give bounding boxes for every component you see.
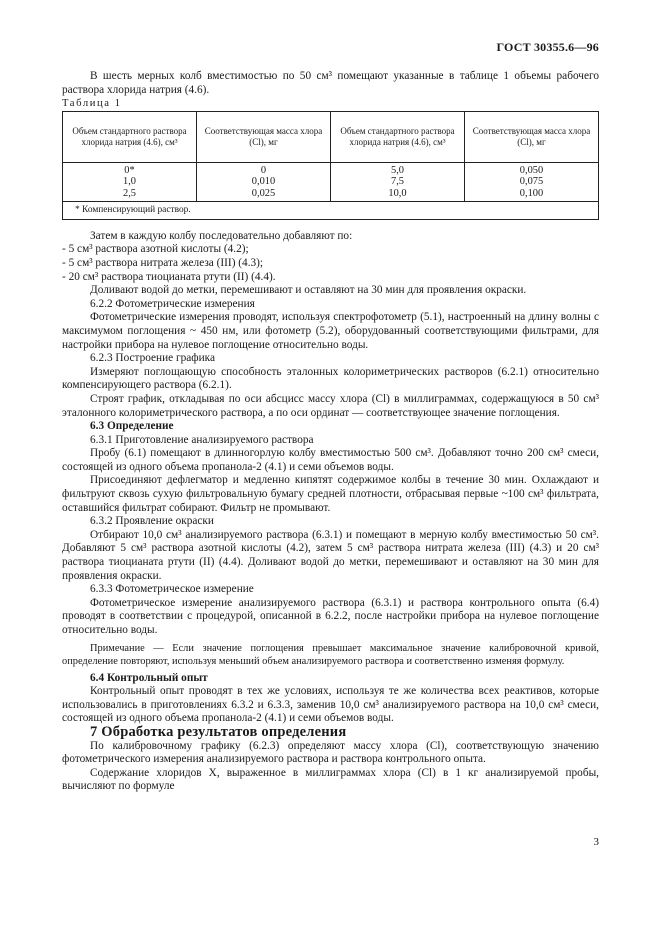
- subsection-heading: 6.2.2 Фотометрические измерения: [90, 297, 255, 310]
- chapter-title: 7 Обработка результатов определения: [90, 723, 347, 740]
- table-header-cell: Соответствующая масса хлора (Cl), мг: [465, 111, 599, 162]
- paragraph: Фотометрическое измерение анализируемого раствора (6.3.1) и раствора контрольного опыта (6.4) проводят в соответствии с процедурой, описанной в 6.2.2, после настройки прибора на нулевое поглощение относительно воды.: [62, 596, 599, 637]
- table-cell: 0,050 0,075 0,100: [465, 162, 599, 201]
- paragraph: Содержание хлоридов X, выраженное в миллиграммах хлора (Cl) в 1 кг анализируемой пробы, вычисляют по формуле: [62, 766, 599, 793]
- list-item: - 20 см³ раствора тиоцианата ртути (II) (4.4).: [62, 270, 276, 283]
- subsection-heading: 6.3.3 Фотометрическое измерение: [90, 583, 254, 596]
- paragraph: Отбирают 10,0 см³ анализируемого раствора (6.3.1) и помещают в мерную колбу вместимостью 50 см³. Добавляют 5 см³ раствора азотной кислоты (4.2), затем 5 см³ раствора нитрата железа (III) (4.3) и 20 см³ раствора тиоцианата ртути (II) (4.4). Доливают водой до метки, перемешивают и оставляют на 30 мин для проявления окраски.: [62, 528, 599, 582]
- paragraph: Затем в каждую колбу последовательно добавляют по:: [90, 229, 353, 242]
- paragraph: Доливают водой до метки, перемешивают и оставляют на 30 мин для проявления окраски.: [90, 284, 527, 297]
- page-number: 3: [593, 836, 599, 848]
- paragraph: Строят график, откладывая по оси абсцисс массу хлора (Cl) в миллиграммах, содержащуюся в 50 см³ эталонного колориметрического раствора, а по оси ординат — соответствующее значение поглощения.: [62, 392, 599, 419]
- page-content: [62, 70, 599, 794]
- table-row: [63, 162, 599, 201]
- table-footnote-row: [63, 202, 599, 220]
- paragraph: Измеряют поглощающую способность эталонных колориметрических растворов (6.2.1) относительно компенсирующего раствора (6.2.1).: [62, 365, 599, 392]
- list-item: - 5 см³ раствора нитрата железа (III) (4.3);: [62, 256, 264, 269]
- paragraph: По калибровочному графику (6.2.3) определяют массу хлора (Cl), соответствующую значению фотометрического измерения анализируемого раствора и раствора контрольного опыта.: [62, 739, 599, 766]
- paragraph: Пробу (6.1) помещают в длинногорлую колбу вместимостью 500 см³. Добавляют точно 200 см³ смеси, состоящей из одного объема пропанола-2 (4.1) и семи объемов воды.: [62, 447, 599, 473]
- section-heading: 6.3 Определение: [90, 420, 174, 433]
- paragraph: Контрольный опыт проводят в тех же условиях, используя те же количества всех реактивов, которые использовались в приготовлениях 6.3.2 и 6.3.3, заменив 10,0 см³ анализируемого раствора на 10,0 см³ смеси, состоящей из одного объема пропанола-2 (4.1) и семи объемов воды.: [62, 685, 599, 725]
- table-header-cell: Объем стандартного раствора хлорида натрия (4.6), см³: [331, 111, 465, 162]
- table-caption: Таблица 1: [62, 98, 122, 110]
- intro-paragraph: В шесть мерных колб вместимостью по 50 см³ помещают указанные в таблице 1 объемы рабочего раствора хлорида натрия (4.6).: [62, 70, 599, 96]
- calibration-table: [62, 111, 599, 220]
- table-cell: 5,0 7,5 10,0: [331, 162, 465, 201]
- subsection-heading: 6.3.1 Приготовление анализируемого раствора: [90, 433, 314, 446]
- table-header-cell: Объем стандартного раствора хлорида натрия (4.6), см³: [63, 111, 197, 162]
- paragraph: Присоединяют дефлегматор и медленно кипятят содержимое колбы в течение 30 мин. Охлаждают и фильтруют сквозь сухую фильтровальную бумагу средней плотности, отбрасывая первые ~100 см³ фильтрата, оставшийся фильтрат собирают. Фильтр не промывают.: [62, 474, 599, 514]
- table-header-row: [63, 111, 599, 162]
- list-item: - 5 см³ раствора азотной кислоты (4.2);: [62, 243, 249, 256]
- section-heading: 6.4 Контрольный опыт: [90, 671, 208, 684]
- table-footnote: * Компенсирующий раствор.: [63, 202, 599, 220]
- subsection-heading: 6.2.3 Построение графика: [90, 352, 215, 365]
- paragraph: Фотометрические измерения проводят, используя спектрофотометр (5.1), настроенный на длину волны с максимумом поглощения ~ 450 нм, или фотометр (5.2), оборудованный соответствующими фильтрами, для настройки прибора на нулевое поглощение относительно воды.: [62, 311, 599, 351]
- table-cell: 0 0,010 0,025: [197, 162, 331, 201]
- note: Примечание — Если значение поглощения превышает максимальное значение калибровочной кривой, определение повторяют, используя меньший объем анализируемого раствора и соответственно изменяя формулу.: [62, 642, 599, 667]
- subsection-heading: 6.3.2 Проявление окраски: [90, 515, 214, 528]
- table-cell: 0* 1,0 2,5: [63, 162, 197, 201]
- document-number: ГОСТ 30355.6—96: [496, 40, 599, 54]
- table-header-cell: Соответствующая масса хлора (Cl), мг: [197, 111, 331, 162]
